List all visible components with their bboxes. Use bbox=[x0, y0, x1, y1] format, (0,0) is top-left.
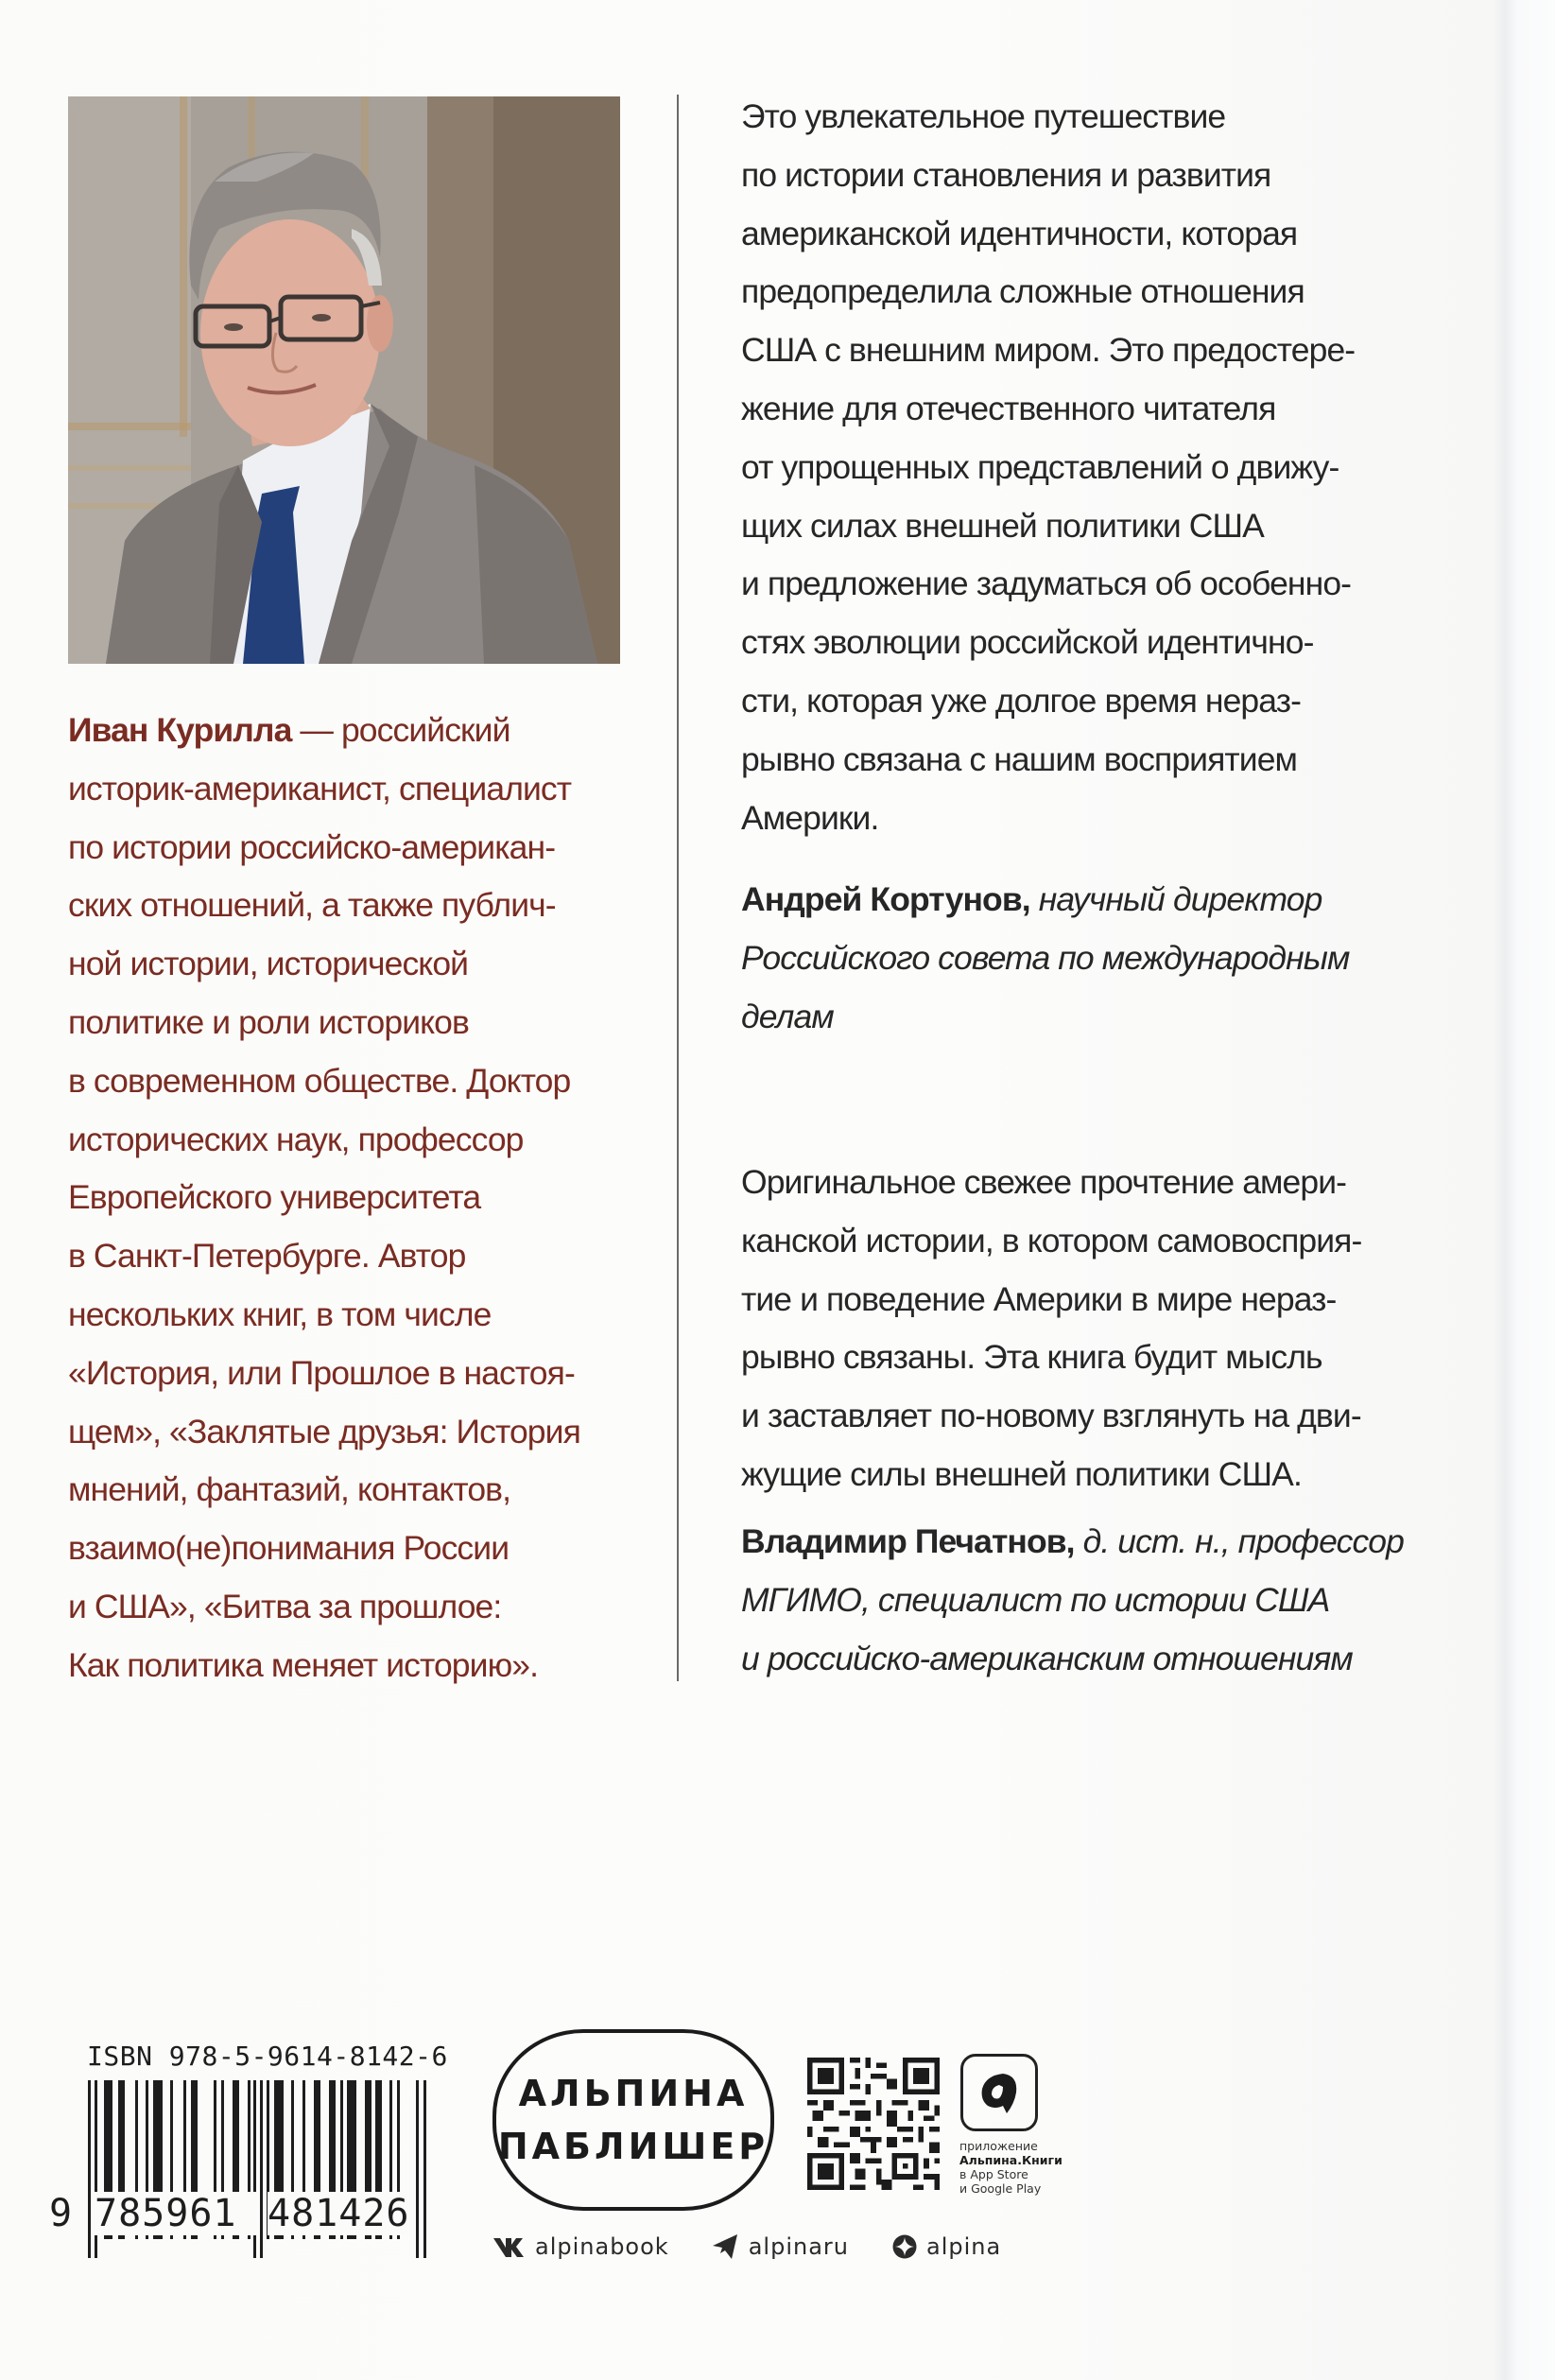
bio-text: — российский bbox=[291, 711, 510, 749]
social-telegram bbox=[713, 2233, 849, 2260]
quote-line: Это увлекательное путешествие bbox=[741, 97, 1226, 135]
bio-line: и США», «Битва за прошлое: bbox=[68, 1587, 502, 1625]
vk-handle: alpinabook bbox=[535, 2233, 669, 2260]
quote-line: сти, которая уже долгое время нераз- bbox=[741, 681, 1302, 720]
bio-line bbox=[68, 702, 635, 760]
quote-line: рывно связаны. Эта книга будит мысль bbox=[741, 1338, 1322, 1377]
quote-line: Оригинальное свежее прочтение амери- bbox=[741, 1163, 1347, 1201]
telegram-icon bbox=[713, 2234, 739, 2259]
quote-line: стях эволюции российской идентично- bbox=[741, 623, 1314, 662]
bio-line: Европейского университета bbox=[68, 1178, 481, 1217]
attribution-line bbox=[741, 1513, 1460, 1572]
reviewer-name: Андрей Кортунов, bbox=[741, 880, 1030, 918]
quote-line: и предложение задуматься об особенно- bbox=[741, 565, 1352, 603]
quote-line: канской истории, в котором самовосприя- bbox=[741, 1221, 1362, 1259]
quote-line: жение для отечественного читателя bbox=[741, 389, 1276, 427]
social-dzen bbox=[892, 2233, 1001, 2260]
reviewer-name: Владимир Печатнов, bbox=[741, 1522, 1075, 1560]
publisher-logo-line2: ПАБЛИШЕР bbox=[497, 2126, 769, 2167]
bio-line: историк-американист, специалист bbox=[68, 769, 572, 808]
vk-icon bbox=[493, 2236, 526, 2257]
quote-line: США с внешним миром. Это предостере- bbox=[741, 331, 1356, 370]
reviewer-role: Российского совета по международным bbox=[741, 938, 1350, 977]
quote-line: предопределила сложные отношения bbox=[741, 272, 1304, 311]
reviewer-role: делам bbox=[741, 997, 834, 1035]
quote-line: тие и поведение Америки в мире нераз- bbox=[741, 1279, 1337, 1318]
quote-line: рывно связана с нашим восприятием bbox=[741, 739, 1298, 778]
isbn-digits bbox=[49, 2192, 410, 2235]
app-promo-line: в App Store bbox=[959, 2167, 1028, 2181]
author-name: Иван Курилла bbox=[68, 711, 292, 749]
quote-line: щих силах внешней политики США bbox=[741, 506, 1264, 545]
quote-line: жущие силы внешней политики США. bbox=[741, 1454, 1302, 1493]
isbn-digits-right: 481426 bbox=[268, 2192, 410, 2235]
quote-line: и заставляет по-новому взглянуть на дви- bbox=[741, 1397, 1361, 1435]
column-divider bbox=[677, 95, 679, 1681]
bio-line: по истории российско-американ- bbox=[68, 827, 556, 866]
bio-line: щем», «Заклятые друзья: История bbox=[68, 1412, 580, 1451]
isbn-digits-left: 785961 bbox=[95, 2192, 260, 2235]
bio-line: исторических наук, профессор bbox=[68, 1120, 524, 1158]
review-quote-1 bbox=[741, 88, 1460, 847]
isbn-digit-first: 9 bbox=[49, 2192, 73, 2235]
bio-line: политике и роли историков bbox=[68, 1002, 469, 1041]
social-vk bbox=[493, 2233, 669, 2260]
review-attribution-2 bbox=[741, 1513, 1460, 1688]
author-bio bbox=[68, 702, 635, 1695]
reviewer-role: д. ист. н., профессор bbox=[1074, 1522, 1404, 1560]
attribution-line bbox=[741, 871, 1460, 929]
bio-line: в современном обществе. Доктор bbox=[68, 1061, 571, 1100]
dzen-icon bbox=[892, 2234, 917, 2259]
bio-line: нескольких книг, в том числе bbox=[68, 1294, 492, 1333]
bio-line: мнений, фантазий, контактов, bbox=[68, 1470, 511, 1509]
bio-line: ной истории, исторической bbox=[68, 945, 469, 983]
reviewer-role: МГИМО, специалист по истории США bbox=[741, 1580, 1330, 1619]
quote-line: американской идентичности, которая bbox=[741, 214, 1298, 252]
bio-line: ских отношений, а также публич- bbox=[68, 886, 556, 925]
social-links bbox=[493, 2233, 1001, 2260]
review-attribution-1 bbox=[741, 871, 1460, 1046]
quote-line: от упрощенных представлений о движу- bbox=[741, 447, 1339, 486]
alpina-app-icon bbox=[960, 2054, 1038, 2131]
bio-line: взаимо(не)понимания России bbox=[68, 1529, 510, 1568]
reviewer-role: и российско-американским отношениям bbox=[741, 1639, 1353, 1677]
quote-line: Америки. bbox=[741, 798, 879, 837]
alpina-logo-icon bbox=[975, 2068, 1024, 2117]
app-promo-line: приложение bbox=[959, 2139, 1038, 2153]
isbn-label: ISBN 978-5-9614-8142-6 bbox=[87, 2041, 448, 2072]
bio-line: в Санкт-Петербурге. Автор bbox=[68, 1237, 466, 1276]
review-quote-2 bbox=[741, 1154, 1460, 1504]
reviewer-role: научный директор bbox=[1029, 880, 1322, 918]
app-name: Альпина.Книги bbox=[959, 2153, 1063, 2167]
dzen-handle: alpina bbox=[925, 2233, 1002, 2260]
quote-line: по истории становления и развития bbox=[741, 155, 1271, 194]
app-promo-line: и Google Play bbox=[959, 2181, 1042, 2196]
bio-line: Как политика меняет историю». bbox=[68, 1645, 539, 1684]
app-promo-text bbox=[959, 2139, 1063, 2196]
bio-line: «История, или Прошлое в настоя- bbox=[68, 1353, 575, 1392]
author-portrait-illustration bbox=[68, 96, 620, 664]
author-photo bbox=[68, 96, 620, 664]
publisher-logo-line1: АЛЬПИНА bbox=[518, 2073, 749, 2114]
qr-code-icon bbox=[807, 2058, 940, 2190]
publisher-logo bbox=[492, 2029, 774, 2211]
telegram-handle: alpinaru bbox=[748, 2233, 849, 2260]
